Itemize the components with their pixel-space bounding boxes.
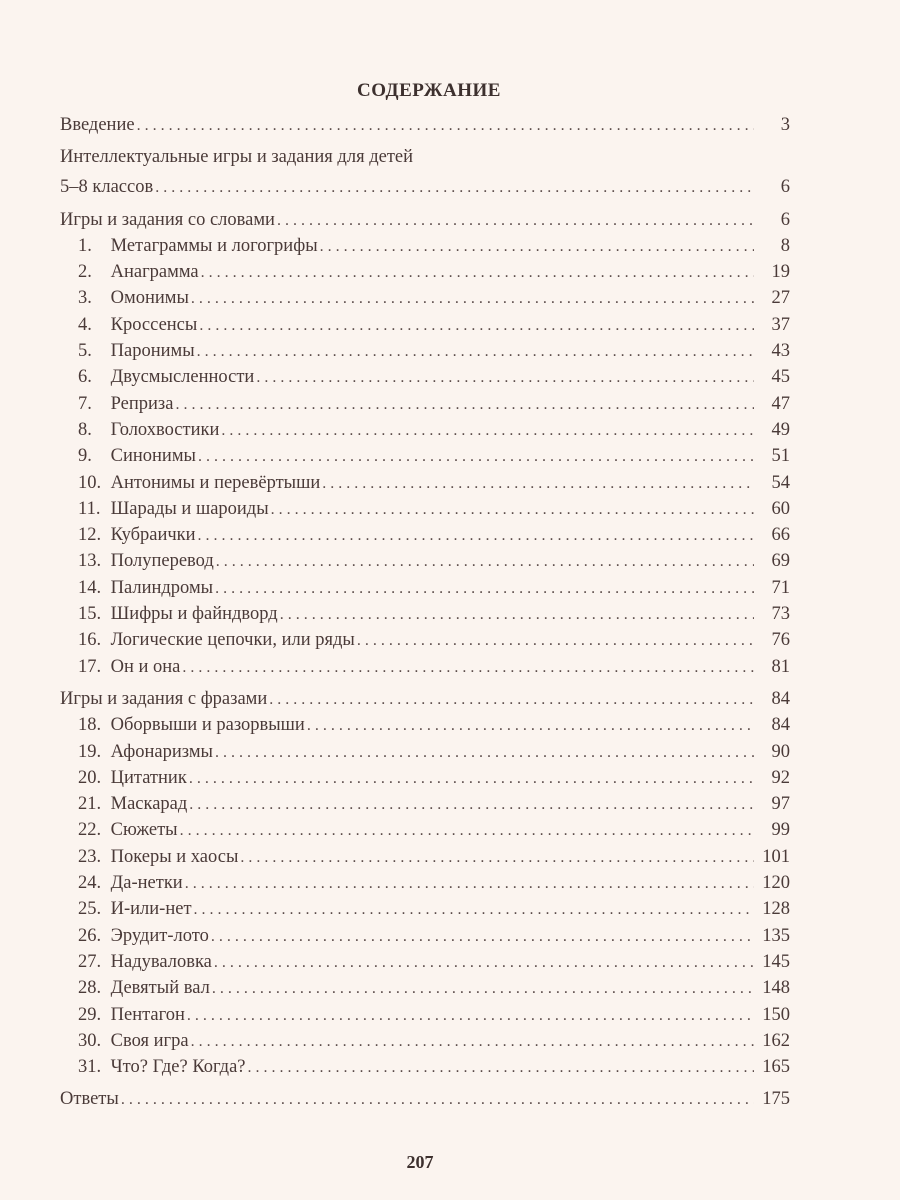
toc-entry-label — [78, 654, 182, 680]
toc-entry-page: 84 — [771, 715, 790, 736]
toc-entry-page: 162 — [762, 1030, 790, 1051]
toc-entry-page: 8 — [780, 235, 790, 256]
toc-entry[interactable] — [60, 112, 790, 138]
leader-dots — [194, 897, 754, 923]
toc-entry-text: Метаграммы и логогрифы — [110, 235, 318, 256]
toc-entry-label — [78, 1054, 248, 1080]
toc-entry-number: 8. — [78, 419, 92, 440]
toc-entry-page: 165 — [762, 1057, 790, 1078]
toc-entry[interactable] — [60, 627, 790, 653]
toc-entry[interactable] — [60, 443, 790, 469]
toc-entry-page: 97 — [771, 794, 790, 815]
toc-entry-label — [78, 1028, 191, 1054]
leader-dots — [280, 602, 754, 628]
toc-entry-number: 16. — [78, 630, 102, 651]
toc-entry-page: 27 — [771, 288, 790, 309]
toc-entry-page: 120 — [762, 873, 790, 894]
toc-entry-number: 7. — [78, 393, 92, 414]
toc-entry-text: Что? Где? Когда? — [110, 1057, 246, 1078]
toc-entry-label — [78, 765, 189, 791]
toc-entry[interactable] — [60, 522, 790, 548]
toc-entry-number: 22. — [78, 820, 102, 841]
leader-dots — [189, 792, 754, 818]
toc-entry-number: 4. — [78, 314, 92, 335]
toc-entry[interactable] — [60, 654, 790, 680]
toc-entry-page: 145 — [762, 951, 790, 972]
leader-dots — [248, 1055, 754, 1081]
toc-entry[interactable] — [60, 364, 790, 390]
toc-entry-label — [78, 391, 175, 417]
toc-entry-number: 20. — [78, 767, 102, 788]
toc-entry-text: Голохвостики — [110, 419, 220, 440]
leader-dots — [137, 113, 754, 139]
leader-dots — [182, 655, 754, 681]
toc-entry-page: 150 — [762, 1004, 790, 1025]
toc-entry-label: Игры и задания со словами — [60, 209, 275, 230]
toc-entry-label — [78, 233, 320, 259]
toc-entry[interactable] — [60, 470, 790, 496]
toc-entry-text: Своя игра — [110, 1030, 189, 1051]
toc-entry-text: Синонимы — [110, 446, 196, 467]
toc-entry-label: Игры и задания с фразами — [60, 688, 268, 709]
leader-dots — [187, 1003, 754, 1029]
toc-entry-number: 9. — [78, 446, 92, 467]
toc-entry-text: Полуперевод — [110, 551, 214, 572]
toc-entry-text: Логические цепочки, или ряды — [110, 630, 355, 651]
toc-entry-text: Шарады и шароиды — [110, 498, 269, 519]
toc-entry-label — [78, 975, 212, 1001]
leader-dots — [322, 471, 754, 497]
leader-dots — [214, 950, 754, 976]
toc-entry[interactable] — [60, 496, 790, 522]
leader-dots — [175, 392, 754, 418]
toc-entry-label — [78, 443, 198, 469]
toc-entry-text: Реприза — [110, 393, 174, 414]
toc-entry-page: 73 — [771, 604, 790, 625]
toc-entry-number: 13. — [78, 551, 102, 572]
toc-entry-label — [78, 923, 211, 949]
toc-entry-number: 29. — [78, 1004, 102, 1025]
leader-dots — [201, 260, 754, 286]
toc-entry[interactable] — [60, 259, 790, 285]
leader-dots — [185, 871, 754, 897]
toc-entry[interactable] — [60, 975, 790, 1001]
toc-entry-number: 23. — [78, 846, 102, 867]
toc-entry-page: 6 — [780, 209, 790, 230]
leader-dots — [216, 549, 754, 575]
leader-dots — [215, 740, 754, 766]
toc-entry-label — [78, 417, 221, 443]
toc-entry[interactable] — [60, 870, 790, 896]
toc-entry-page: 49 — [771, 419, 790, 440]
leader-dots — [191, 1029, 754, 1055]
toc-entry-number: 30. — [78, 1030, 102, 1051]
toc-entry-page: 81 — [771, 656, 790, 677]
toc-entry-label: Введение — [60, 115, 135, 135]
leader-dots — [198, 444, 754, 470]
toc-entry-page: 135 — [762, 925, 790, 946]
toc-entry-number: 14. — [78, 577, 102, 598]
toc-entry-text: Омонимы — [110, 288, 189, 309]
toc-entry-label — [78, 817, 180, 843]
leader-dots — [307, 713, 754, 739]
toc-entry-page: 60 — [771, 498, 790, 519]
toc-entry-page: 175 — [762, 1089, 790, 1110]
toc-entry-label — [78, 601, 280, 627]
toc-entry-number: 2. — [78, 262, 92, 283]
toc-entry-label — [78, 949, 214, 975]
toc-entry-number: 5. — [78, 341, 92, 362]
toc-entry[interactable] — [60, 712, 790, 738]
leader-dots — [256, 365, 754, 391]
toc-entry[interactable] — [60, 233, 790, 259]
toc-entry-number: 18. — [78, 715, 102, 736]
toc-entry[interactable] — [60, 896, 790, 922]
toc-entry-label: Ответы — [60, 1089, 119, 1110]
toc-entry-label — [78, 522, 198, 548]
toc-entry-label — [78, 259, 201, 285]
toc-entry-text: Сюжеты — [110, 820, 178, 841]
toc-entry[interactable] — [60, 312, 790, 338]
toc-entry-page: 45 — [771, 367, 790, 388]
toc-entry-label: Интеллектуальные игры и задания для детей — [60, 147, 414, 168]
toc-entry[interactable] — [60, 144, 790, 174]
toc-entry-text: Да-нетки — [110, 873, 183, 894]
toc-entry[interactable] — [60, 791, 790, 817]
toc-entry[interactable] — [60, 1002, 790, 1028]
toc-entry-number: 10. — [78, 472, 102, 493]
toc-section[interactable] — [60, 686, 790, 712]
toc-entry-text: Антонимы и перевёртыши — [110, 472, 321, 493]
toc-section[interactable] — [60, 207, 790, 233]
toc-entry-text: Он и она — [110, 656, 181, 677]
toc-entry[interactable] — [60, 285, 790, 311]
toc-entry-label — [78, 312, 199, 338]
toc-entry-label — [78, 470, 322, 496]
leader-dots — [211, 924, 754, 950]
toc-entry-number: 11. — [78, 498, 101, 519]
toc-entry-page: 54 — [771, 472, 790, 493]
toc-entry-label — [78, 712, 307, 738]
toc-entry[interactable] — [60, 174, 790, 200]
toc-entry-text: Оборвыши и разорвыши — [110, 715, 305, 736]
leader-dots — [269, 687, 754, 713]
toc-entry-label — [78, 870, 185, 896]
toc-entry-text: Афонаризмы — [110, 741, 213, 762]
toc-entry-page: 101 — [762, 846, 790, 867]
toc-entry-page: 128 — [762, 899, 790, 920]
toc-entry-page: 92 — [771, 767, 790, 788]
toc-entry-text: Покеры и хаосы — [110, 846, 239, 867]
toc-entry-page: 71 — [771, 577, 790, 598]
toc-entry-number: 31. — [78, 1057, 102, 1078]
toc-entry-page: 76 — [771, 630, 790, 651]
leader-dots — [320, 234, 754, 260]
leader-dots — [191, 286, 754, 312]
toc-entry-text: Цитатник — [110, 767, 187, 788]
toc-entry[interactable] — [60, 1054, 790, 1080]
toc-entry-number: 26. — [78, 925, 102, 946]
toc-entry[interactable] — [60, 417, 790, 443]
toc-entry-text: Двусмысленности — [110, 367, 255, 388]
toc-entry-text: Пентагон — [110, 1004, 185, 1025]
toc-entry-page: 19 — [771, 262, 790, 283]
leader-dots — [180, 818, 754, 844]
leader-dots — [215, 576, 754, 602]
toc-entry-label: 5–8 классов — [60, 177, 154, 198]
leader-dots — [357, 628, 754, 654]
toc-entry-page: 37 — [771, 314, 790, 335]
toc-entry[interactable] — [60, 1028, 790, 1054]
table-of-contents — [60, 112, 790, 1113]
leader-dots — [197, 339, 754, 365]
toc-entry-text: Кроссенсы — [110, 314, 198, 335]
toc-entry-label — [78, 338, 197, 364]
toc-entry-number: 6. — [78, 367, 92, 388]
toc-entry-page: 3 — [780, 115, 790, 135]
toc-entry-page: 6 — [780, 177, 790, 198]
leader-dots — [212, 976, 754, 1002]
leader-dots — [240, 845, 754, 871]
toc-section[interactable] — [60, 1086, 790, 1112]
toc-entry-number: 25. — [78, 899, 102, 920]
toc-entry-text: Кубраички — [110, 525, 196, 546]
toc-entry-page: 84 — [771, 688, 790, 709]
leader-dots — [155, 175, 754, 201]
toc-entry[interactable] — [60, 817, 790, 843]
toc-entry-page: 90 — [771, 741, 790, 762]
toc-entry-number: 12. — [78, 525, 102, 546]
toc-entry[interactable] — [60, 923, 790, 949]
toc-entry-label — [78, 896, 194, 922]
toc-entry-text: Шифры и файндворд — [110, 604, 278, 625]
page-title: СОДЕРЖАНИЕ — [357, 80, 501, 101]
toc-entry[interactable] — [60, 739, 790, 765]
toc-entry-label — [78, 575, 215, 601]
toc-entry-text: Надуваловка — [110, 951, 212, 972]
toc-entry-label — [78, 1002, 187, 1028]
toc-entry[interactable] — [60, 575, 790, 601]
toc-entry-label — [78, 364, 256, 390]
toc-entry-page: 99 — [771, 820, 790, 841]
toc-entry-page: 69 — [771, 551, 790, 572]
leader-dots — [199, 313, 754, 339]
toc-entry-number: 21. — [78, 794, 102, 815]
leader-dots — [121, 1087, 754, 1113]
toc-entry[interactable] — [60, 338, 790, 364]
leader-dots — [277, 208, 754, 234]
leader-dots — [221, 418, 754, 444]
toc-entry[interactable] — [60, 844, 790, 870]
toc-entry-label — [78, 548, 216, 574]
toc-entry[interactable] — [60, 949, 790, 975]
toc-entry-page: 148 — [762, 978, 790, 999]
toc-entry-number: 28. — [78, 978, 102, 999]
toc-entry[interactable] — [60, 548, 790, 574]
leader-dots — [189, 766, 754, 792]
toc-entry-text: Маскарад — [110, 794, 188, 815]
toc-entry-number: 15. — [78, 604, 102, 625]
toc-entry-text: Паронимы — [110, 341, 195, 362]
toc-entry-number: 24. — [78, 873, 102, 894]
toc-entry-number: 19. — [78, 741, 102, 762]
toc-entry-label — [78, 627, 357, 653]
toc-entry-text: Девятый вал — [110, 978, 210, 999]
toc-entry-page: 51 — [771, 446, 790, 467]
toc-entry-label — [78, 739, 215, 765]
toc-entry-label — [78, 791, 189, 817]
toc-entry-label — [78, 844, 240, 870]
toc-entry-text: Анаграмма — [110, 262, 199, 283]
toc-entry-text: И-или-нет — [110, 899, 192, 920]
leader-dots — [271, 497, 754, 523]
page-number: 207 — [406, 1152, 434, 1172]
toc-entry-number: 17. — [78, 656, 102, 677]
toc-entry-page: 66 — [771, 525, 790, 546]
toc-entry-page: 43 — [771, 341, 790, 362]
toc-entry[interactable] — [60, 391, 790, 417]
toc-entry-number: 1. — [78, 235, 92, 256]
toc-entry-page: 47 — [771, 393, 790, 414]
toc-entry-label — [78, 496, 271, 522]
leader-dots — [198, 523, 754, 549]
toc-entry-label — [78, 285, 191, 311]
toc-entry[interactable] — [60, 601, 790, 627]
toc-entry-number: 3. — [78, 288, 92, 309]
toc-entry-text: Эрудит-лото — [110, 925, 209, 946]
toc-entry-number: 27. — [78, 951, 102, 972]
toc-entry-text: Палиндромы — [110, 577, 214, 598]
toc-entry[interactable] — [60, 765, 790, 791]
